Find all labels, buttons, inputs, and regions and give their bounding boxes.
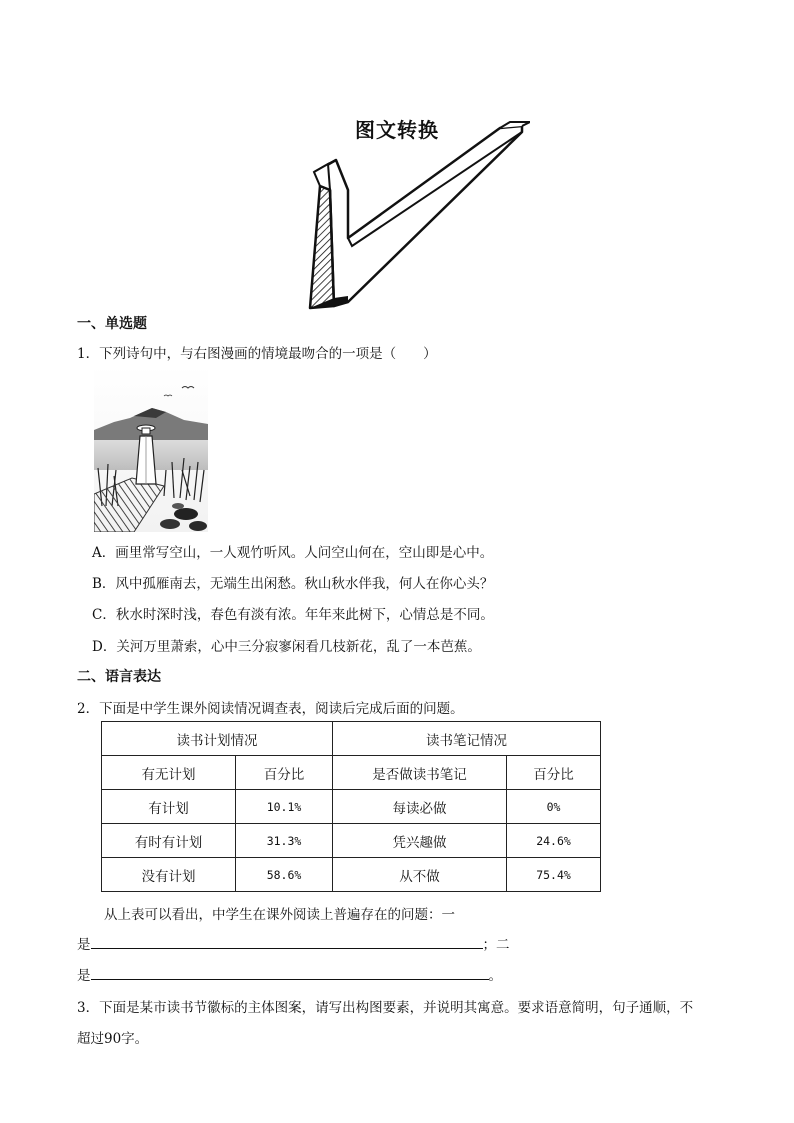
table-cell: 58.6% (236, 858, 333, 892)
option-d: D．关河万里萧索，心中三分寂寥闲看几枝新花，乱了一本芭蕉。 (92, 639, 481, 655)
table-cell: 凭兴趣做 (333, 824, 507, 858)
table-cell: 75.4% (507, 858, 601, 892)
reading-survey-table (101, 721, 601, 892)
table-cell: 24.6% (507, 824, 601, 858)
checkmark-decoration (300, 120, 530, 315)
table-cell: 每读必做 (333, 790, 507, 824)
answer-blank-1[interactable] (91, 933, 483, 949)
blank-2-prefix: 是 (77, 968, 91, 984)
question-1-stem: 1．下列诗句中，与右图漫画的情境最吻合的一项是（ ） (77, 346, 437, 362)
table-cell: 有计划 (102, 790, 236, 824)
table-sub-header: 百分比 (236, 756, 333, 790)
answer-line-2 (77, 964, 502, 984)
section-heading-single-choice: 一、单选题 (77, 316, 147, 332)
answer-blank-2[interactable] (91, 964, 489, 980)
table-sub-header-row (102, 756, 601, 790)
table-sub-header: 是否做读书笔记 (333, 756, 507, 790)
table-row (102, 824, 601, 858)
section-heading-language-expression: 二、语言表达 (77, 669, 161, 685)
question-2-stem: 2．下面是中学生课外阅读情况调查表，阅读后完成后面的问题。 (77, 701, 464, 717)
table-sub-header: 百分比 (507, 756, 601, 790)
table-cell: 没有计划 (102, 858, 236, 892)
table-row (102, 790, 601, 824)
table-cell: 从不做 (333, 858, 507, 892)
table-cell: 31.3% (236, 824, 333, 858)
blank-2-suffix: 。 (488, 968, 502, 984)
question-2-prompt: 从上表可以看出，中学生在课外阅读上普遍存在的问题：一 (104, 907, 455, 923)
table-group-header: 读书计划情况 (102, 722, 333, 756)
answer-line-1 (77, 933, 510, 953)
table-group-header: 读书笔记情况 (333, 722, 601, 756)
table-row (102, 858, 601, 892)
blank-1-suffix: ；二 (482, 937, 510, 953)
table-cell: 有时有计划 (102, 824, 236, 858)
option-b: B．风中孤雁南去，无端生出闲愁。秋山秋水伴我，何人在你心头？ (92, 576, 494, 592)
table-cell: 10.1% (236, 790, 333, 824)
table-group-header-row (102, 722, 601, 756)
page-title: 图文转换 (355, 118, 439, 142)
ink-painting-image (94, 366, 208, 532)
table-sub-header: 有无计划 (102, 756, 236, 790)
blank-1-prefix: 是 (77, 937, 91, 953)
table-cell: 0% (507, 790, 601, 824)
question-3-line-2: 超过90字。 (77, 1031, 149, 1047)
option-c: C．秋水时深时浅，春色有淡有浓。年年来此树下，心情总是不同。 (92, 607, 494, 623)
question-3-line-1: 3．下面是某市读书节徽标的主体图案，请写出构图要素，并说明其寓意。要求语意简明，句子通顺，不 (77, 1000, 694, 1016)
option-a: A．画里常写空山，一人观竹听风。人问空山何在，空山即是心中。 (92, 545, 494, 561)
